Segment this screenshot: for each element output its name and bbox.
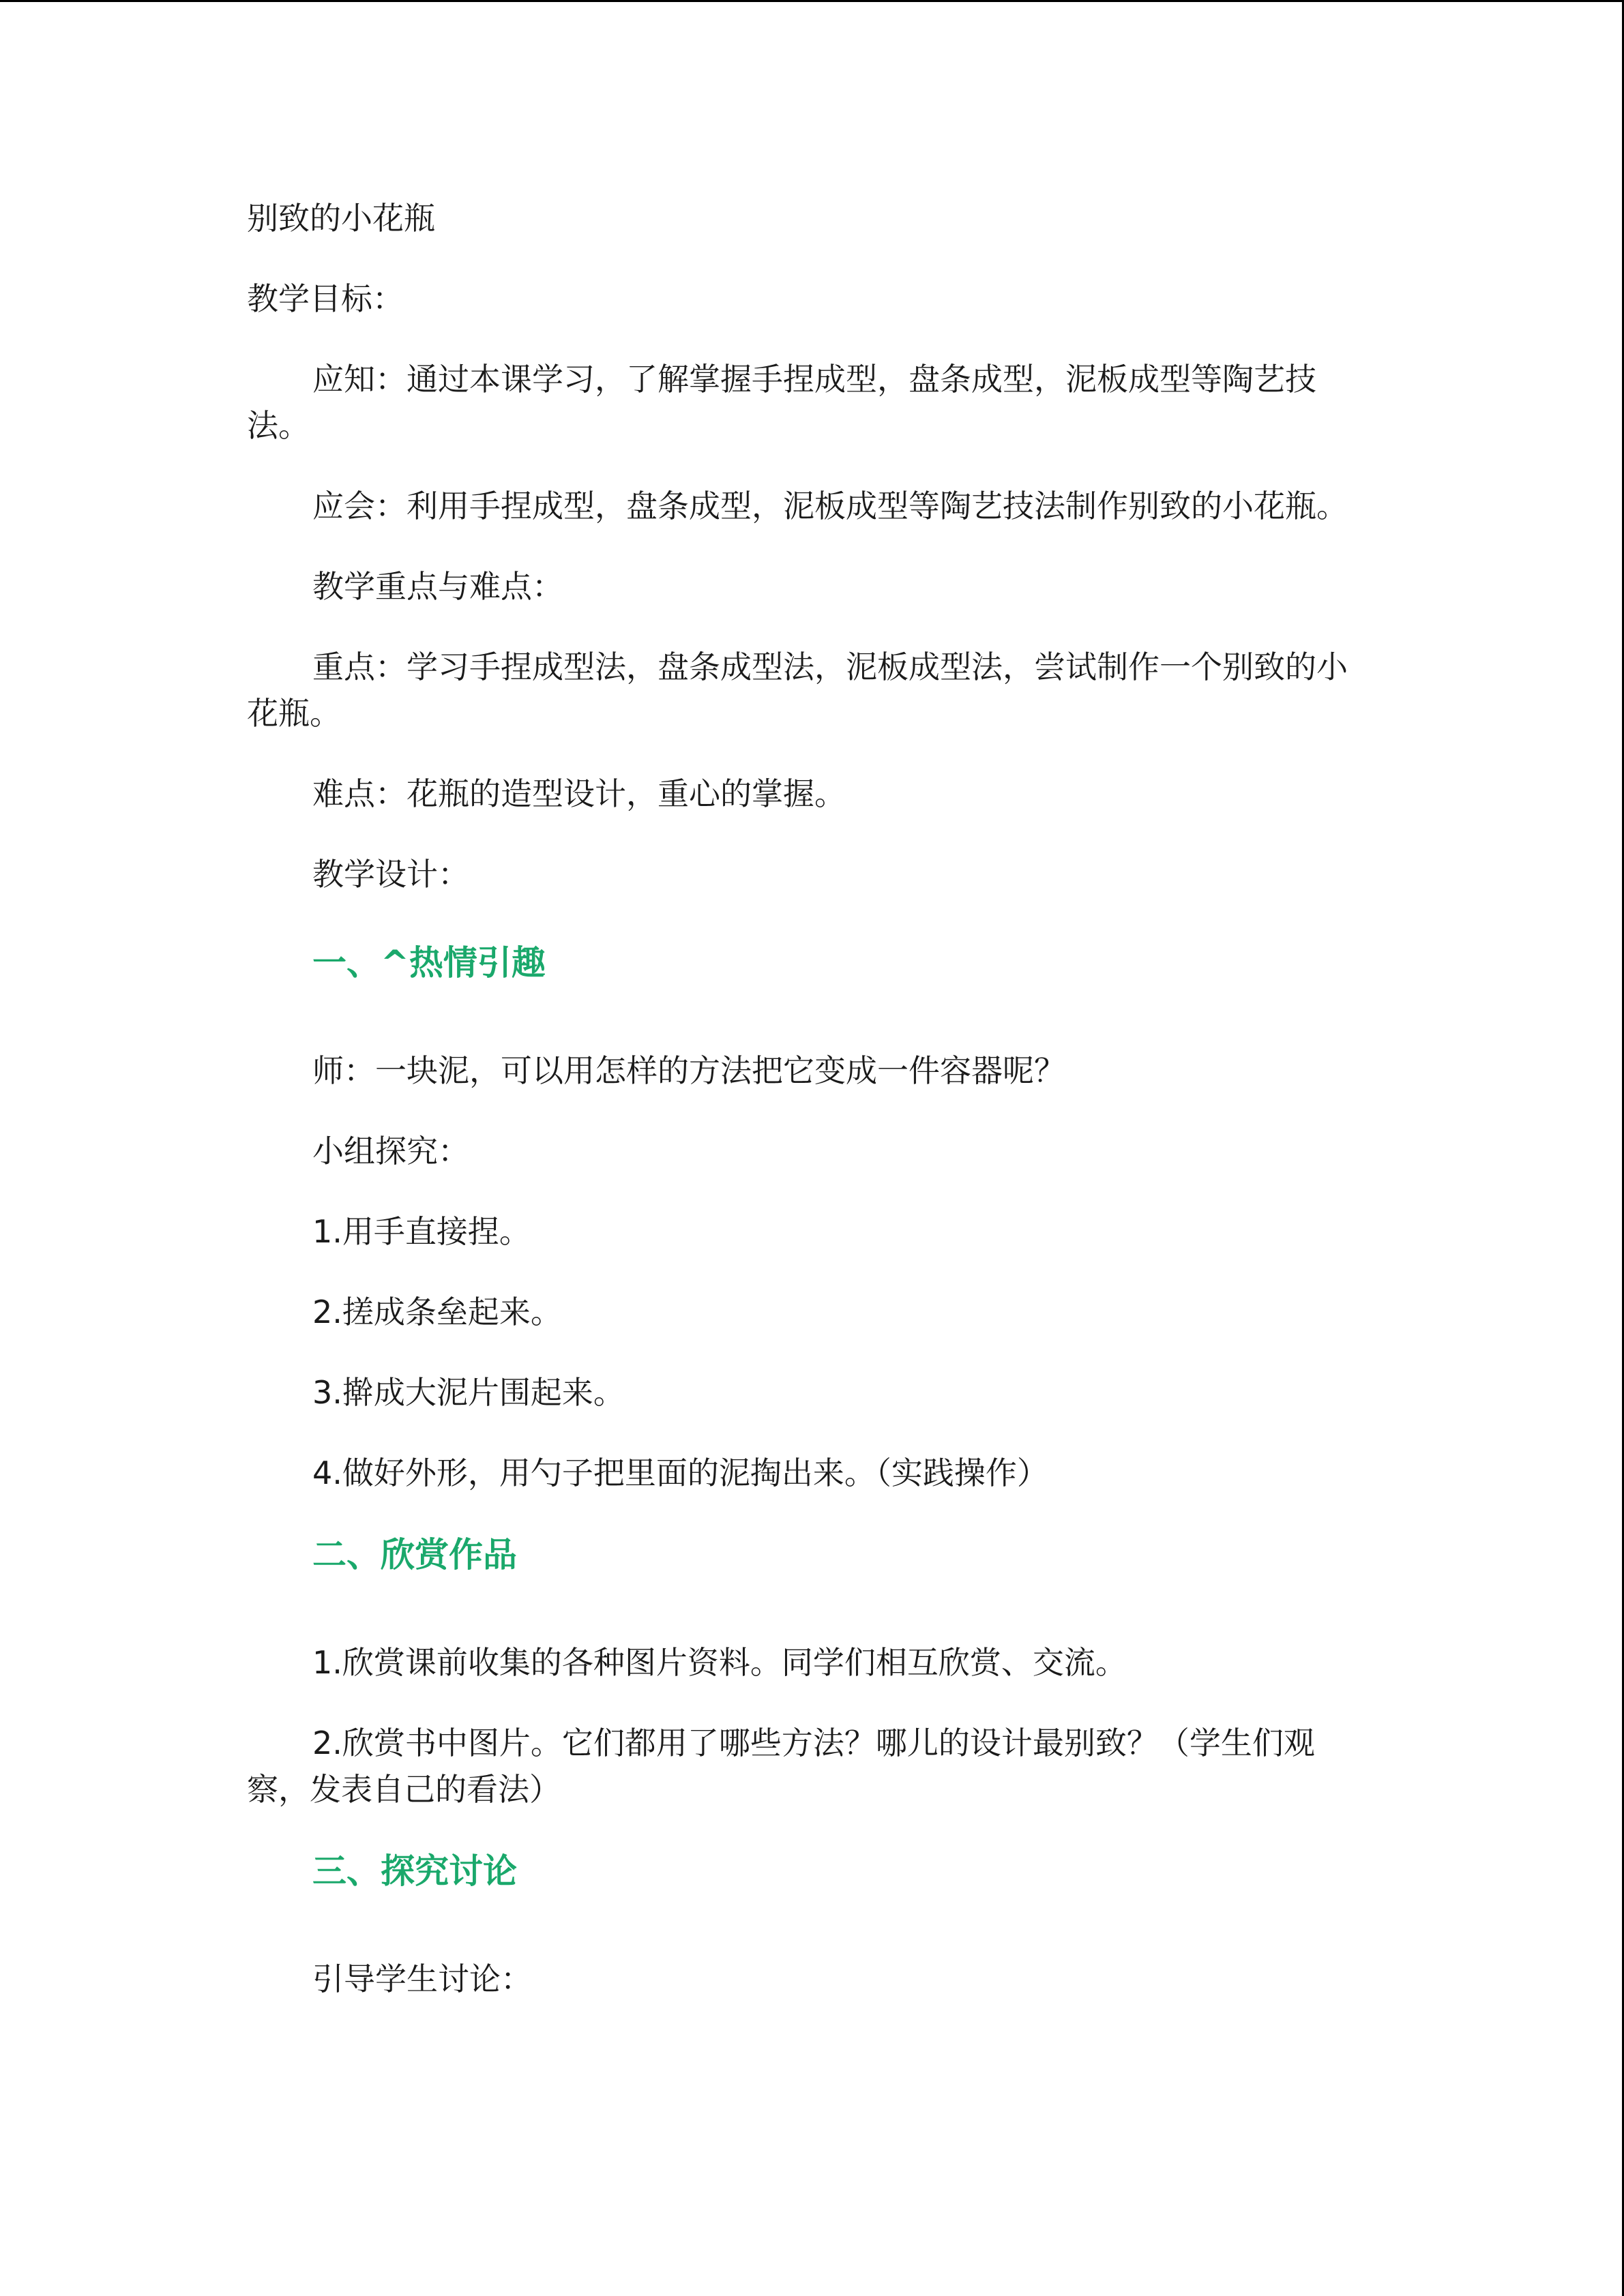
list-item: 4.做好外形，用勺子把里面的泥掏出来。（实践操作） xyxy=(312,1455,1048,1491)
difficulty-text: 难点：花瓶的造型设计，重心的掌握。 xyxy=(312,775,846,812)
keypoint-text: 重点：学习手捏成型法，盘条成型法，泥板成型法，尝试制作一个别致的小花瓶。 xyxy=(247,648,1348,732)
teacher-question: 师：一块泥，可以用怎样的方法把它变成一件容器呢？ xyxy=(312,1052,1065,1089)
list-item: 1.欣赏课前收集的各种图片资料。同学们相互欣赏、交流。 xyxy=(312,1644,1127,1681)
objective-know: 应知：通过本课学习，了解掌握手捏成型，盘条成型，泥板成型等陶艺技法。 xyxy=(247,361,1316,444)
keypoints-label: 教学重点与难点： xyxy=(312,568,563,605)
list-item: 2.欣赏书中图片。它们都用了哪些方法？哪儿的设计最别致？（学生们观察，发表自己的看法） xyxy=(247,1725,1315,1808)
list-item: 3.擀成大泥片围起来。 xyxy=(312,1374,625,1411)
section-2-heading: 二、欣赏作品 xyxy=(312,1535,517,1575)
list-item: 2.搓成条垒起来。 xyxy=(312,1294,562,1330)
objective-do: 应会：利用手捏成型，盘条成型，泥板成型等陶艺技法制作别致的小花瓶。 xyxy=(312,488,1348,524)
section-1-heading: 一、^热情引趣 xyxy=(312,943,546,983)
design-label: 教学设计： xyxy=(312,856,469,893)
list-item: 1.用手直接捏。 xyxy=(312,1213,531,1250)
document-title: 别致的小花瓶 xyxy=(247,200,435,237)
group-label: 小组探究： xyxy=(312,1133,469,1169)
guide-text: 引导学生讨论： xyxy=(312,1960,532,1997)
document-body xyxy=(247,195,1365,2036)
section-3-heading: 三、探究讨论 xyxy=(312,1851,517,1891)
objectives-label: 教学目标： xyxy=(247,280,404,317)
